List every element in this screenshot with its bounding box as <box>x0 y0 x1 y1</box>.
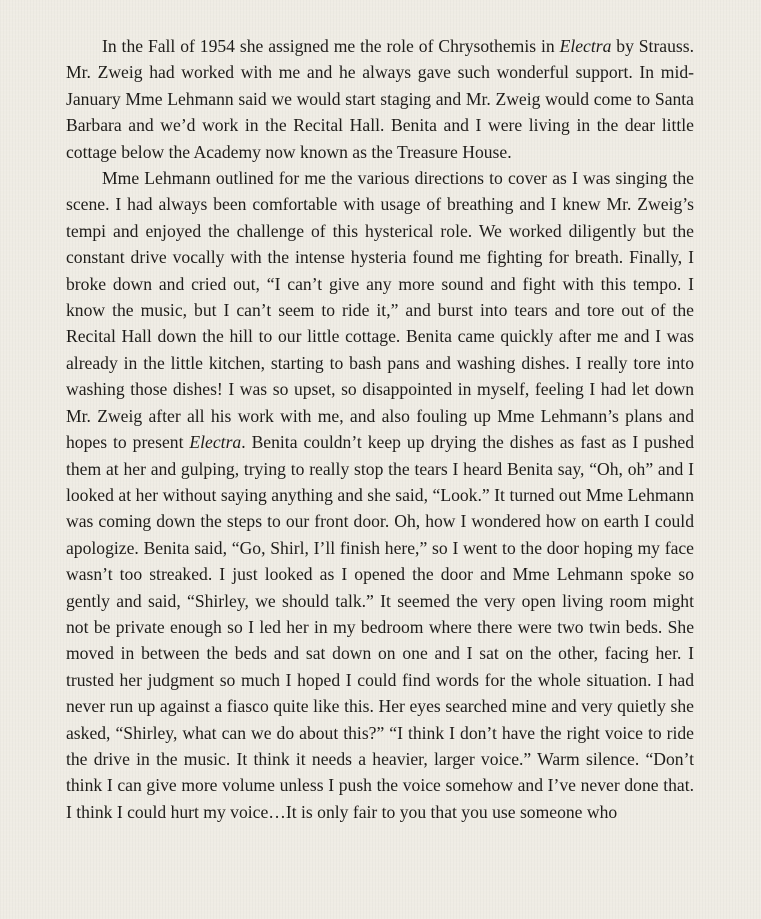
opera-title-electra: Electra <box>189 432 242 453</box>
paragraph-1 <box>66 33 694 165</box>
paragraph-2-text-b: . Benita couldn’t keep up drying the dishes as fast as I pushed them at her and gulping, trying to really stop the tears I heard Benita say, “Oh, oh” and I looked at her without saying anything and she said, “Look.” It turned out Mme Lehmann was coming down the steps to our front door. Oh, how I wondered how on earth I could apologize. Benita said, “Go, Shirl, I’ll finish here,” so I went to the door hoping my face wasn’t too streaked. I just looked as I opened the door and Mme Lehmann spoke so gently and said, “Shirley, we should talk.” It seemed the very open living room might not be private enough so I led her in my bedroom where there were two twin beds. She moved in between the beds and sat down on one and I sat on the other, facing her. I trusted her judgment so much I hoped I could find words for the whole situation. I had never run up against a fiasco quite like this. Her eyes searched mine and very quietly she asked, “Shirley, what can we do about this?” “I think I don’t have the right voice to ride the drive in the music. It think it needs a heavier, larger voice.” Warm silence. “Don’t think I can give more volume unless I push the voice somehow and I’ve never done that. I think I could hurt my voice…It is only fair to you that you use someone who <box>66 432 694 822</box>
document-page <box>66 33 694 825</box>
paragraph-1-text-a: In the Fall of 1954 she assigned me the role of Chrysothemis in <box>102 36 560 56</box>
paragraph-2-text-a: Mme Lehmann outlined for me the various directions to cover as I was singing the scene. I had always been comfortable with usage of breathing and I knew Mr. Zweig’s tempi and enjoyed the challenge of this hysterical role. We worked diligently but the constant drive vocally with the intense hysteria found me fighting for breath. Finally, I broke down and cried out, “I can’t give any more sound and fight with this tempo. I know the music, but I can’t seem to ride it,” and burst into tears and tore out of the Recital Hall down the hill to our little cottage. Benita came quickly after me and I was already in the little kitchen, starting to bash pans and washing dishes. I really tore into washing those dishes! I was so upset, so disappointed in myself, feeling I had let down Mr. Zweig after all his work with me, and also fouling up Mme Lehmann’s plans and hopes to present <box>66 168 694 453</box>
paragraph-1-text-b: by Strauss. Mr. Zweig had worked with me and he always gave such wonderful support. In mid-January Mme Lehmann said we would start staging and Mr. Zweig would come to Santa Barbara and we’d work in the Recital Hall. Benita and I were living in the dear little cottage below the Academy now known as the Treasure House. <box>66 36 695 162</box>
paragraph-2 <box>66 165 694 825</box>
opera-title-electra: Electra <box>559 36 612 56</box>
